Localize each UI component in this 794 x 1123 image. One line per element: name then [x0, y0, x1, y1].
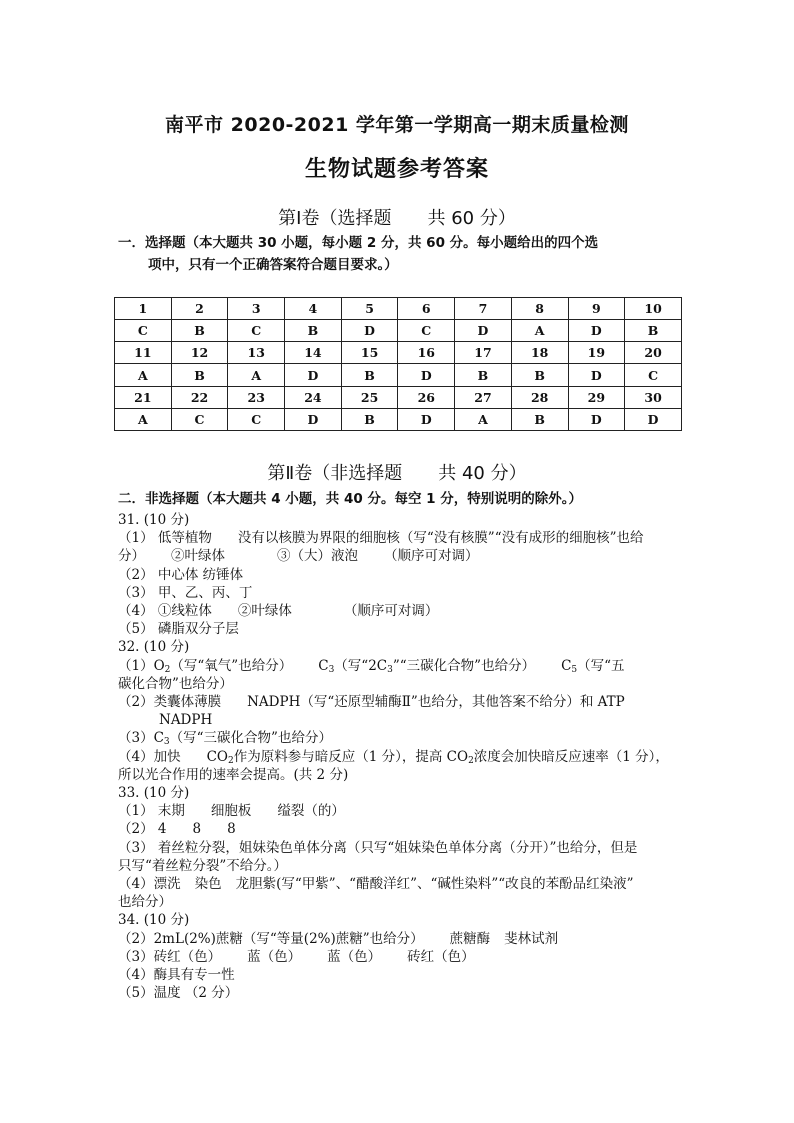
- answer-table-cell: 1: [115, 298, 172, 320]
- answers-body: [118, 511, 698, 1002]
- answer-table-cell: A: [455, 408, 512, 430]
- answer-table-cell: 28: [511, 386, 568, 408]
- answer-table-cell: C: [228, 320, 285, 342]
- answer-table-number-row: [115, 386, 682, 408]
- q33-answer-3-cont: 只写“着丝粒分裂”不给分。）: [118, 857, 288, 874]
- part1-heading: 第Ⅰ卷（选择题 共 60 分）: [278, 208, 516, 229]
- q31-heading: 31. (10 分): [118, 512, 190, 528]
- document-subtitle: 生物试题参考答案: [304, 157, 489, 182]
- answer-table-cell: 5: [341, 298, 398, 320]
- q32-answer-1-cont: 碳化合物”也给分）: [118, 675, 233, 692]
- answer-table-cell: 7: [455, 298, 512, 320]
- q33-answer-3: （3） 着丝粒分裂，姐妹染色单体分离（只写“姐妹染色单体分离（分开）”也给分，但是: [118, 839, 638, 856]
- answer-table-cell: 24: [285, 386, 342, 408]
- answer-table-cell: 17: [455, 342, 512, 364]
- q31-answer-2: （2） 中心体 纺锤体: [118, 566, 244, 583]
- answer-table-cell: 30: [625, 386, 682, 408]
- q32-heading: 32. (10 分): [118, 639, 190, 656]
- answer-table-cell: 4: [285, 298, 342, 320]
- answer-table-cell: C: [398, 320, 455, 342]
- answer-table-cell: 20: [625, 342, 682, 364]
- section1-instructions: [118, 232, 688, 276]
- q32-answer-1: $(1)O_2$（写“氧气”也给分） $C_3$（写“$2C_3”“$三碳化合物”也给分） $C_5$（写“五: [118, 657, 625, 675]
- answer-table-answer-row: [115, 408, 682, 430]
- answer-table-cell: 6: [398, 298, 455, 320]
- answer-table-cell: B: [341, 408, 398, 430]
- answer-table-cell: D: [455, 320, 512, 342]
- answer-table-cell: 13: [228, 342, 285, 364]
- answer-table-cell: 29: [568, 386, 625, 408]
- answer-table-cell: B: [285, 320, 342, 342]
- answer-table-cell: 14: [285, 342, 342, 364]
- answer-table-cell: A: [115, 364, 172, 386]
- answer-table-cell: B: [511, 408, 568, 430]
- answer-table-cell: 19: [568, 342, 625, 364]
- answer-table-cell: 25: [341, 386, 398, 408]
- answer-table: [114, 297, 682, 431]
- answer-table-cell: D: [285, 364, 342, 386]
- q34-answer-5: （5）温度 （2 分）: [118, 985, 239, 1002]
- q31-answer-1-cont: 分） ②叶绿体 ③（大）液泡 （顺序可对调）: [118, 548, 479, 565]
- answer-table-number-row: [115, 298, 682, 320]
- answer-table-cell: D: [285, 408, 342, 430]
- answer-table-answer-row: [115, 320, 682, 342]
- document-title: 南平市 2020-2021 学年第一学期高一期末质量检测: [165, 114, 629, 136]
- answer-table-cell: B: [171, 364, 228, 386]
- q32-answer-4: （4）加快 $CO_2$作为原料参与暗反应（1 分），提高 $CO_2$浓度会加快暗反应速率（1 分），: [118, 748, 669, 766]
- q33-heading: 33. (10 分): [118, 785, 190, 802]
- q33-answer-4-cont: 也给分）: [118, 894, 172, 911]
- q34-heading: 34. (10 分): [118, 912, 190, 929]
- q32-answer-4-cont: 所以光合作用的速率会提高。(共 2 分): [118, 766, 349, 783]
- q33-answer-1: （1） 末期 细胞板 缢裂（的）: [118, 803, 345, 820]
- answer-table-cell: A: [511, 320, 568, 342]
- answer-table-cell: A: [228, 364, 285, 386]
- answer-table-cell: 18: [511, 342, 568, 364]
- answer-table-cell: C: [115, 320, 172, 342]
- answer-table-cell: 23: [228, 386, 285, 408]
- answer-table-cell: D: [398, 408, 455, 430]
- answer-table-cell: 21: [115, 386, 172, 408]
- answer-table-cell: 22: [171, 386, 228, 408]
- q32-answer-2-cont: NADPH: [159, 712, 213, 729]
- q32-answer-2: （2）类囊体薄膜 NADPH（写“还原型辅酶Ⅱ”也给分，其他答案不给分）和 ATP: [118, 694, 625, 711]
- answer-table-cell: B: [455, 364, 512, 386]
- answer-table-cell: B: [341, 364, 398, 386]
- q31-answer-4: （4） ①线粒体 ②叶绿体 （顺序可对调）: [118, 603, 439, 620]
- answer-table-cell: 8: [511, 298, 568, 320]
- answer-table-cell: D: [398, 364, 455, 386]
- section2-instructions: 二．非选择题（本大题共 4 小题，共 40 分。每空 1 分，特别说明的除外。）: [118, 491, 583, 507]
- answer-table-cell: 12: [171, 342, 228, 364]
- answer-table-cell: D: [341, 320, 398, 342]
- answer-table-cell: A: [115, 408, 172, 430]
- part2-heading: 第Ⅱ卷（非选择题 共 40 分）: [267, 463, 527, 484]
- answer-table-cell: C: [625, 364, 682, 386]
- answer-table-cell: 11: [115, 342, 172, 364]
- q34-answer-4: （4）酶具有专一性: [118, 967, 235, 984]
- answer-table-cell: C: [171, 408, 228, 430]
- answer-table-cell: D: [568, 408, 625, 430]
- section1-line1: 一．选择题（本大题共 30 小题，每小题 2 分，共 60 分。每小题给出的四个选: [118, 235, 599, 251]
- q31-answer-5: （5） 磷脂双分子层: [118, 621, 239, 638]
- answer-table-cell: 10: [625, 298, 682, 320]
- answer-table-cell: 3: [228, 298, 285, 320]
- answer-table-number-row: [115, 342, 682, 364]
- q31-answer-3: （3） 甲、乙、丙、丁: [118, 584, 253, 601]
- answer-table-answer-row: [115, 364, 682, 386]
- answer-table-cell: 26: [398, 386, 455, 408]
- answer-table-cell: 27: [455, 386, 512, 408]
- answer-table-cell: D: [568, 320, 625, 342]
- answer-table-cell: 2: [171, 298, 228, 320]
- answer-table-cell: C: [228, 408, 285, 430]
- q34-answer-3: （3）砖红（色） 蓝（色） 蓝（色） 砖红（色）: [118, 948, 475, 965]
- answer-table-cell: 16: [398, 342, 455, 364]
- answer-table-cell: B: [511, 364, 568, 386]
- answer-table-cell: B: [171, 320, 228, 342]
- answer-table-cell: B: [625, 320, 682, 342]
- q32-answer-3: $(3)C_3$（写“三碳化合物”也给分）: [118, 730, 332, 748]
- q33-answer-4: （4）漂洗 染色 龙胆紫(写“甲紫”、“醋酸洋红”、“碱性染料”“改良的苯酚品红染液”: [118, 876, 634, 893]
- answer-table-cell: 15: [341, 342, 398, 364]
- q33-answer-2: （2） 4 8 8: [118, 821, 236, 838]
- section1-line2: 项中，只有一个正确答案符合题目要求。）: [148, 257, 398, 273]
- answer-table-cell: D: [625, 408, 682, 430]
- answer-table-cell: 9: [568, 298, 625, 320]
- q31-answer-1: （1） 低等植物 没有以核膜为界限的细胞核（写“没有核膜”“没有成形的细胞核”也给: [118, 530, 644, 547]
- q34-answer-2: （2）2mL(2%)蔗糖（写“等量(2%)蔗糖”也给分） 蔗糖酶 斐林试剂: [118, 930, 559, 947]
- answer-table-cell: D: [568, 364, 625, 386]
